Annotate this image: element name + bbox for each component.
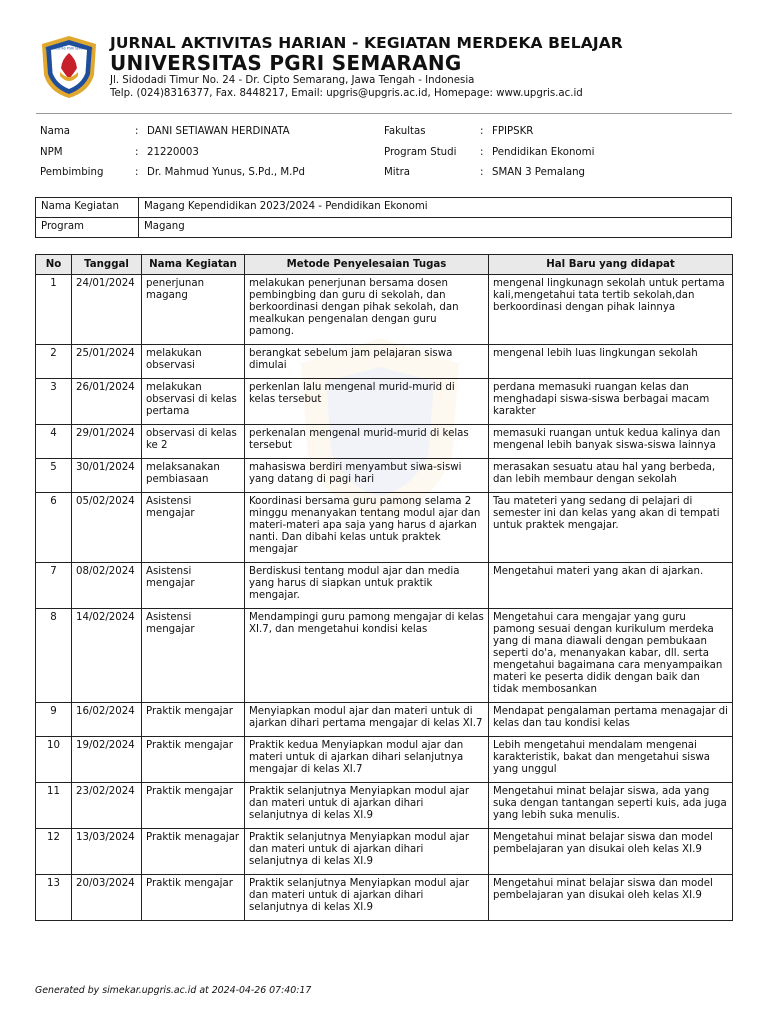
row-tanggal: 24/01/2024 (72, 275, 142, 345)
row-hal-baru: Mendapat pengalaman pertama menagajar di kelas dan tau kondisi kelas (489, 703, 733, 737)
header-tanggal: Tanggal (72, 255, 142, 275)
row-hal-baru: Mengetahui materi yang akan di ajarkan. (489, 563, 733, 609)
row-no: 13 (36, 875, 72, 921)
program-label: Program (36, 218, 139, 238)
row-no: 10 (36, 737, 72, 783)
row-tanggal: 16/02/2024 (72, 703, 142, 737)
table-row (36, 275, 733, 345)
colon: : (135, 147, 139, 158)
row-kegiatan: melakukan observasi di kelas pertama (142, 379, 245, 425)
fakultas-label: Fakultas (384, 126, 426, 137)
row-metode: Praktik selanjutnya Menyiapkan modul ajar dan materi untuk di ajarkan dihari selanjutnya di kelas XI.9 (245, 783, 489, 829)
row-hal-baru: mengenal lingkunagn sekolah untuk pertama kali,mengetahui tata tertib sekolah,dan berkoordinasi dengan pihak lainnya (489, 275, 733, 345)
table-row (36, 379, 733, 425)
table-row (36, 609, 733, 703)
row-kegiatan: melakukan observasi (142, 345, 245, 379)
row-hal-baru: Lebih mengetahui mendalam mengenai karakteristik, bakat dan mengetahui siswa yang unggul (489, 737, 733, 783)
table-row (36, 563, 733, 609)
generated-footer: Generated by simekar.upgris.ac.id at 2024-04-26 07:40:17 (35, 985, 312, 996)
colon: : (480, 167, 484, 178)
university-name: UNIVERSITAS PGRI SEMARANG (110, 51, 462, 75)
document-header (38, 30, 738, 110)
prodi-value: Pendidikan Ekonomi (492, 147, 595, 158)
row-tanggal: 13/03/2024 (72, 829, 142, 875)
mitra-label: Mitra (384, 167, 411, 178)
row-tanggal: 23/02/2024 (72, 783, 142, 829)
row-metode: Berdiskusi tentang modul ajar dan media yang harus di siapkan untuk praktik mengajar. (245, 563, 489, 609)
row-kegiatan: Asistensi mengajar (142, 563, 245, 609)
table-header-row (36, 255, 733, 275)
table-row (36, 459, 733, 493)
row-no: 1 (36, 275, 72, 345)
row-metode: mahasiswa berdiri menyambut siwa-siswi yang datang di pagi hari (245, 459, 489, 493)
row-hal-baru: mengenal lebih luas lingkungan sekolah (489, 345, 733, 379)
row-kegiatan: Asistensi mengajar (142, 493, 245, 563)
pembimbing-label: Pembimbing (40, 167, 104, 178)
row-kegiatan: Praktik mengajar (142, 783, 245, 829)
row-no: 4 (36, 425, 72, 459)
row-no: 9 (36, 703, 72, 737)
program-row (36, 218, 732, 238)
kegiatan-table (35, 197, 732, 238)
row-tanggal: 20/03/2024 (72, 875, 142, 921)
kegiatan-row (36, 198, 732, 218)
nama-value: DANI SETIAWAN HERDINATA (147, 126, 290, 137)
row-tanggal: 30/01/2024 (72, 459, 142, 493)
row-no: 5 (36, 459, 72, 493)
row-tanggal: 19/02/2024 (72, 737, 142, 783)
header-metode: Metode Penyelesaian Tugas (245, 255, 489, 275)
header-no: No (36, 255, 72, 275)
header-hal-baru: Hal Baru yang didapat (489, 255, 733, 275)
row-hal-baru: perdana memasuki ruangan kelas dan menghadapi siswa-siswa berbagai macam karakter (489, 379, 733, 425)
row-kegiatan: penerjunan magang (142, 275, 245, 345)
activity-table (35, 254, 733, 921)
row-kegiatan: Asistensi mengajar (142, 609, 245, 703)
row-metode: Praktik kedua Menyiapkan modul ajar dan materi untuk di ajarkan dihari selanjutnya mengajar di kelas XI.7 (245, 737, 489, 783)
pembimbing-value: Dr. Mahmud Yunus, S.Pd., M.Pd (147, 167, 306, 178)
header-nama-kegiatan: Nama Kegiatan (142, 255, 245, 275)
row-metode: Menyiapkan modul ajar dan materi untuk di ajarkan dihari pertama mengajar di kelas XI.7 (245, 703, 489, 737)
logo-text: UNIVERSITAS PGRI SEMARANG (45, 46, 93, 51)
table-row (36, 875, 733, 921)
row-no: 2 (36, 345, 72, 379)
row-tanggal: 26/01/2024 (72, 379, 142, 425)
table-row (36, 737, 733, 783)
row-no: 3 (36, 379, 72, 425)
table-row (36, 345, 733, 379)
table-row (36, 829, 733, 875)
row-no: 12 (36, 829, 72, 875)
row-metode: melakukan penerjunan bersama dosen pembingbing dan guru di sekolah, dan berkoordinasi dengan pihak sekolah, dan mealkukan pengenalan dengan guru pamong. (245, 275, 489, 345)
row-metode: perkenlan lalu mengenal murid-murid di kelas tersebut (245, 379, 489, 425)
prodi-label: Program Studi (384, 147, 457, 158)
university-contact: Telp. (024)8316377, Fax. 8448217, Email: upgris@upgris.ac.id, Homepage: www.upgris.ac.id (110, 87, 583, 99)
fakultas-value: FPIPSKR (492, 126, 534, 137)
mitra-value: SMAN 3 Pemalang (492, 167, 586, 178)
header-divider (36, 113, 732, 114)
row-tanggal: 25/01/2024 (72, 345, 142, 379)
table-row (36, 783, 733, 829)
npm-label: NPM (40, 147, 63, 158)
row-no: 6 (36, 493, 72, 563)
row-tanggal: 29/01/2024 (72, 425, 142, 459)
university-address: Jl. Sidodadi Timur No. 24 - Dr. Cipto Semarang, Jawa Tengah - Indonesia (110, 75, 475, 86)
row-kegiatan: Praktik mengajar (142, 875, 245, 921)
row-metode: berangkat sebelum jam pelajaran siswa dimulai (245, 345, 489, 379)
nama-label: Nama (40, 126, 71, 137)
row-metode: Praktik selanjutnya Menyiapkan modul ajar dan materi untuk di ajarkan dihari selanjutnya di kelas XI.9 (245, 829, 489, 875)
row-hal-baru: Tau mateteri yang sedang di pelajari di semester ini dan kelas yang akan di tempati untuk praktek mengajar. (489, 493, 733, 563)
colon: : (480, 126, 484, 137)
nama-kegiatan-label: Nama Kegiatan (36, 198, 139, 218)
row-tanggal: 05/02/2024 (72, 493, 142, 563)
npm-value: 21220003 (147, 147, 199, 158)
university-logo (40, 35, 98, 99)
row-metode: perkenalan mengenal murid-murid di kelas tersebut (245, 425, 489, 459)
table-row (36, 703, 733, 737)
colon: : (135, 126, 139, 137)
row-hal-baru: merasakan sesuatu atau hal yang berbeda, dan lebih membaur dengan sekolah (489, 459, 733, 493)
row-metode: Koordinasi bersama guru pamong selama 2 minggu menanyakan tentang modul ajar dan materi-materi apa saja yang harus d ajarkan nanti. Dan dibahi kelas untuk praktek mengajar (245, 493, 489, 563)
row-kegiatan: Praktik mengajar (142, 703, 245, 737)
table-row (36, 425, 733, 459)
document-title: JURNAL AKTIVITAS HARIAN - KEGIATAN MERDEKA BELAJAR (110, 34, 623, 52)
colon: : (135, 167, 139, 178)
program-value: Magang (139, 218, 732, 238)
row-hal-baru: Mengetahui minat belajar siswa, ada yang suka dengan tantangan seperti kuis, ada juga yang lebih suka menulis. (489, 783, 733, 829)
nama-kegiatan-value: Magang Kependidikan 2023/2024 - Pendidikan Ekonomi (139, 198, 732, 218)
row-hal-baru: Mengetahui cara mengajar yang guru pamong sesuai dengan kurikulum merdeka yang di mana diawali dengan pembukaan seperti do'a, menanyakan kabar, dll. serta mengetahui bagaimana cara menyampaikan materi ke peserta didik dengan baik dan tidak membosankan (489, 609, 733, 703)
row-kegiatan: observasi di kelas ke 2 (142, 425, 245, 459)
row-no: 7 (36, 563, 72, 609)
row-hal-baru: Mengetahui minat belajar siswa dan model pembelajaran yan disukai oleh kelas XI.9 (489, 829, 733, 875)
row-no: 11 (36, 783, 72, 829)
colon: : (480, 147, 484, 158)
row-hal-baru: Mengetahui minat belajar siswa dan model pembelajaran yan disukai oleh kelas XI.9 (489, 875, 733, 921)
row-metode: Praktik selanjutnya Menyiapkan modul ajar dan materi untuk di ajarkan dihari selanjutnya di kelas XI.9 (245, 875, 489, 921)
row-tanggal: 14/02/2024 (72, 609, 142, 703)
row-kegiatan: Praktik mengajar (142, 737, 245, 783)
row-tanggal: 08/02/2024 (72, 563, 142, 609)
row-no: 8 (36, 609, 72, 703)
table-row (36, 493, 733, 563)
row-kegiatan: melaksanakan pembiasaan (142, 459, 245, 493)
row-hal-baru: memasuki ruangan untuk kedua kalinya dan mengenal lebih banyak siswa-siswa lainnya (489, 425, 733, 459)
row-kegiatan: Praktik menagajar (142, 829, 245, 875)
row-metode: Mendampingi guru pamong mengajar di kelas XI.7, dan mengetahui kondisi kelas (245, 609, 489, 703)
